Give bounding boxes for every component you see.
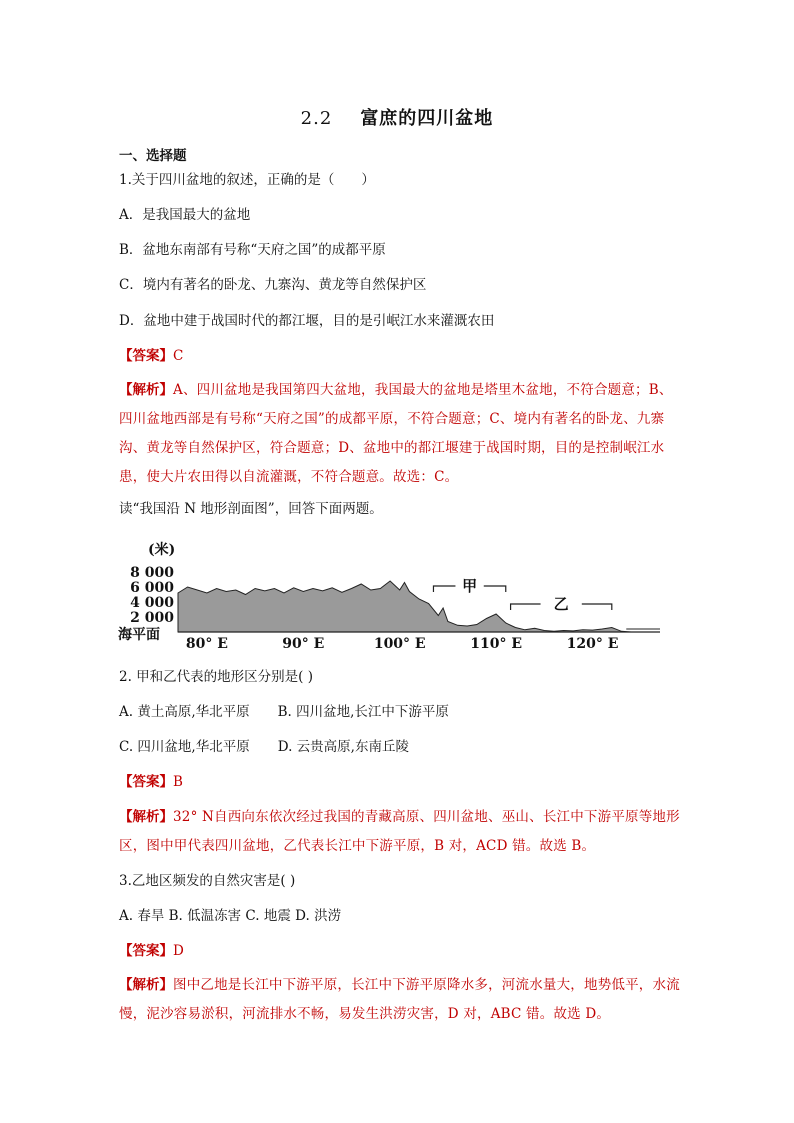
q2-options-row2 <box>119 737 679 757</box>
answer-value: C <box>173 348 184 364</box>
x-tick-label: 80° E <box>185 636 228 652</box>
q2-option-d: D. 云贵高原,东南丘陵 <box>277 739 409 755</box>
q3-options: A. 春旱 B. 低温冻害 C. 地震 D. 洪涝 <box>119 908 342 924</box>
y-tick-label: 4 000 <box>130 595 174 611</box>
analysis-label: 【解析】 <box>119 382 173 398</box>
q1-option-b: B．盆地东南部有号称“天府之国”的成都平原 <box>119 242 386 258</box>
answer-label: 【答案】 <box>119 774 173 790</box>
y-tick-label: 6 000 <box>130 580 174 596</box>
analysis-text: A、四川盆地是我国第四大盆地，我国最大的盆地是塔里木盆地，不符合题意；B、四川盆地西部是有号称“天府之国”的成都平原，不符合题意；C、境内有著名的卧龙、九寨沟、黄龙等自然保护区，符合题意；D、盆地中的都江堰建于战国时期，目的是控制岷江水患，使大片农田得以自流灌溉，不符合题意。故选：C。 <box>119 382 673 485</box>
terrain-profile-chart <box>112 540 662 652</box>
title-number: 2.2 <box>300 108 333 129</box>
q2-stem: 2. 甲和乙代表的地形区分别是( ) <box>119 669 313 685</box>
q1-answer <box>119 346 679 366</box>
region-jia-label: 甲 <box>462 577 478 595</box>
q2-answer <box>119 772 679 792</box>
answer-value: B <box>173 774 183 790</box>
q2-option-a: A. 黄土高原,华北平原 <box>119 704 250 720</box>
page-title <box>0 104 794 130</box>
q2-option-c: C. 四川盆地,华北平原 <box>119 739 250 755</box>
q3-stem: 3.乙地区频发的自然灾害是( ) <box>119 873 296 889</box>
y-axis-unit-label: (米) <box>148 542 176 558</box>
chart-intro: 读“我国沿 N 地形剖面图”，回答下面两题。 <box>119 501 383 517</box>
analysis-label: 【解析】 <box>119 977 173 993</box>
q2-analysis <box>119 803 681 861</box>
x-tick-label: 120° E <box>566 636 619 652</box>
q1-analysis <box>119 376 681 492</box>
title-text: 富庶的四川盆地 <box>360 108 494 129</box>
x-tick-label: 100° E <box>373 636 426 652</box>
section-heading: 一、选择题 <box>119 148 187 164</box>
x-tick-label: 110° E <box>470 636 523 652</box>
analysis-text: 32° N自西向东依次经过我国的青藏高原、四川盆地、巫山、长江中下游平原等地形区，图中甲代表四川盆地，乙代表长江中下游平原，B 对，ACD 错。故选 B。 <box>119 809 680 854</box>
q2-options-row1 <box>119 702 679 722</box>
y-tick-label: 8 000 <box>130 565 174 581</box>
answer-label: 【答案】 <box>119 348 173 364</box>
region-yi-label: 乙 <box>553 595 569 613</box>
q1-option-a: A．是我国最大的盆地 <box>119 207 251 223</box>
y-tick-label: 2 000 <box>130 610 174 626</box>
analysis-label: 【解析】 <box>119 809 173 825</box>
answer-value: D <box>173 943 184 959</box>
q3-answer <box>119 941 679 961</box>
answer-label: 【答案】 <box>119 943 173 959</box>
q1-option-d: D．盆地中建于战国时代的都江堰，目的是引岷江水来灌溉农田 <box>119 313 495 329</box>
terrain-area <box>178 581 660 632</box>
sea-level-label: 海平面 <box>118 627 160 643</box>
q3-analysis <box>119 971 681 1029</box>
x-tick-label: 90° E <box>282 636 325 652</box>
q1-stem: 1.关于四川盆地的叙述，正确的是（ ） <box>119 172 375 188</box>
q1-option-c: C．境内有著名的卧龙、九寨沟、黄龙等自然保护区 <box>119 277 427 293</box>
q2-option-b: B. 四川盆地,长江中下游平原 <box>277 704 449 720</box>
analysis-text: 图中乙地是长江中下游平原，长江中下游平原降水多，河流水量大，地势低平，水流慢，泥沙容易淤积，河流排水不畅，易发生洪涝灾害，D 对，ABC 错。故选 D。 <box>119 977 680 1022</box>
